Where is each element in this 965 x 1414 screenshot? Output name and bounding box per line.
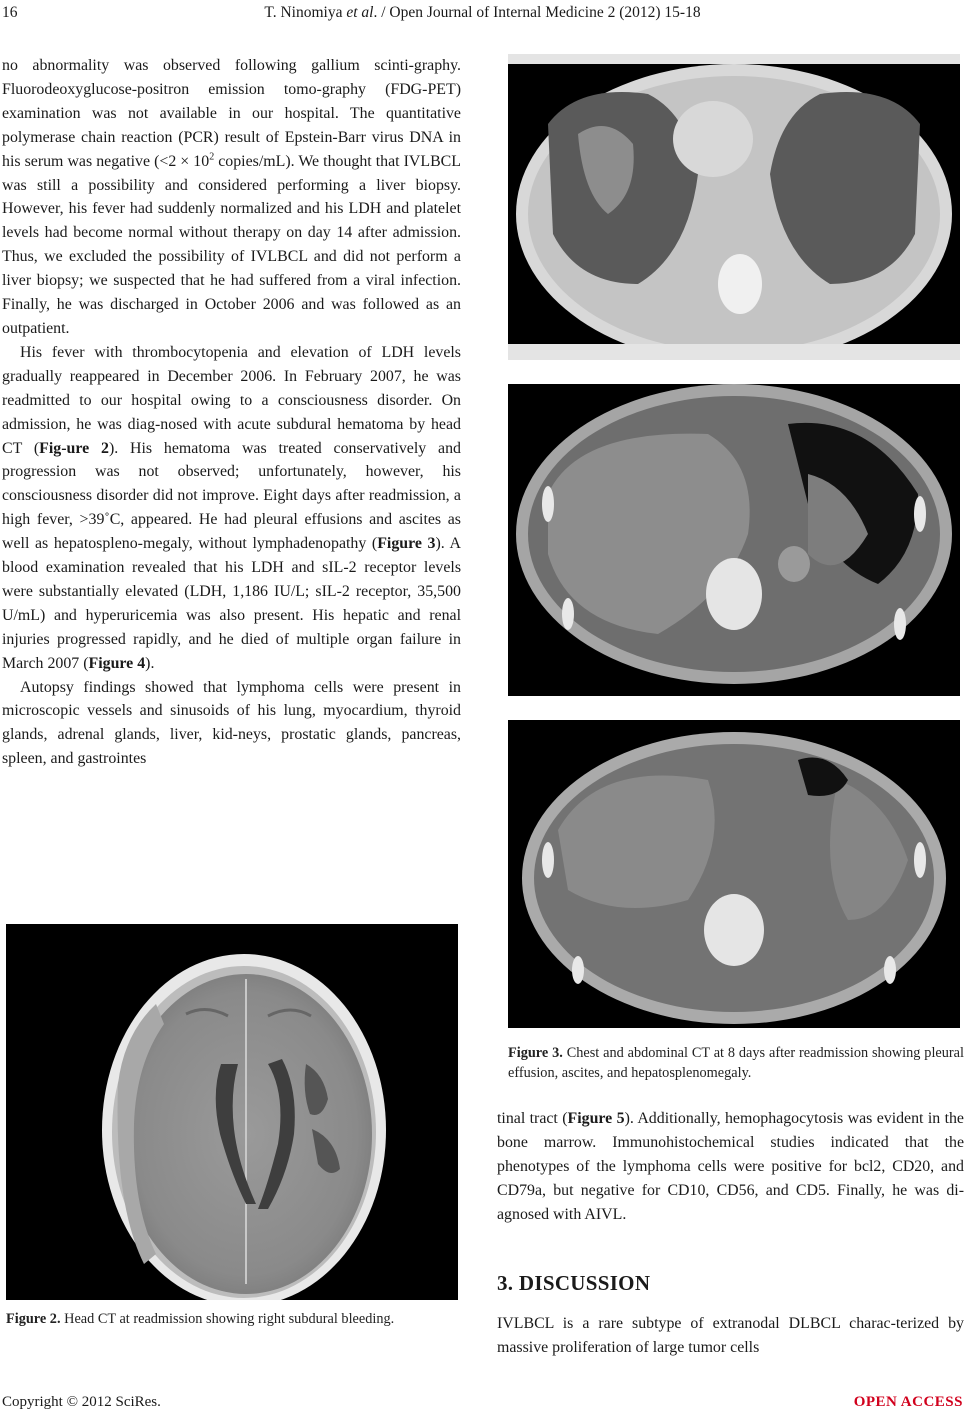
open-access-label: OPEN ACCESS <box>853 1394 963 1410</box>
figure-3-caption: Figure 3. Chest and abdominal CT at 8 days after readmission showing pleural effusion, ascites, and hepatosplenomegaly. <box>508 1045 964 1081</box>
figure-2-caption: Figure 2. Head CT at readmission showing right subdural bleeding. <box>6 1311 395 1327</box>
left-column <box>2 54 461 771</box>
figure-5-ref[interactable]: Figure 5 <box>567 1110 625 1127</box>
figure-4-ref[interactable]: Figure 4 <box>88 654 146 672</box>
paragraph-3: Autopsy findings showed that lymphoma cells were present in microscopic vessels and sinusoids of his lung, myocardium, thyroid glands, adrenal glands, liver, kid-neys, prostatic glands, pancreas, spleen, and gastrointes <box>2 678 461 768</box>
figure-3-lower-abdominal-ct-image <box>508 720 960 1028</box>
figure-3-ref[interactable]: Figure 3 <box>377 535 436 553</box>
figure-3-upper-abdominal-ct-image <box>508 384 960 696</box>
figure-3-chest-ct-image <box>508 54 960 360</box>
figure-2-head-ct-image <box>6 924 458 1300</box>
paragraph-4: tinal tract (Figure 5). Additionally, hemophagocytosis was evident in the bone marrow. Immunohistochemical studies indicated that the phenotypes of the lymphoma cells were positive for bcl2, CD20, and CD79a, but negative for CD10, CD56, and CD5. Finally, he was di-agnosed with AIVL. <box>497 1110 964 1223</box>
page-number: 16 <box>2 4 18 21</box>
section-heading-discussion: 3. DISCUSSION <box>497 1271 651 1295</box>
journal-citation: T. Ninomiya et al. / Open Journal of Internal Medicine 2 (2012) 15-18 <box>264 4 701 21</box>
paragraph-5: IVLBCL is a rare subtype of extranodal DLBCL charac-terized by massive proliferation of large tumor cells <box>497 1315 964 1356</box>
right-column-continuation <box>497 1107 964 1227</box>
figure-2-ref[interactable]: Fig-ure 2 <box>39 439 109 457</box>
running-header <box>2 4 963 26</box>
paragraph-1: no abnormality was observed following gallium scinti-graphy. Fluorodeoxyglucose-positron emission tomo-graphy (FDG-PET) examination was not available in our hospital. The quantitative polymerase chain reaction (PCR) result of Epstein-Barr virus DNA in his serum was negative ($<2 \times 10^2$ copies/mL). We thought that IVLBCL was still a possibility and considered performing a liver biopsy. However, his fever had suddenly normalized and his LDH and platelet levels had become normal without therapy on day 14 after admission. Thus, we excluded the possibility of IVLBCL and did not perform a liver biopsy; we suspected that he had suffered from a viral infection. Finally, he was discharged in October 2006 and was followed as an outpatient. <box>2 57 461 337</box>
right-column-discussion <box>497 1312 964 1360</box>
paragraph-2: His fever with thrombocytopenia and elevation of LDH levels gradually reappeared in December 2006. In February 2007, he was readmitted to our hospital owing to a consciousness disorder. On admission, he was diag-nosed with acute subdural hematoma by head CT (Fig-ure 2). His hematoma was treated conservatively and progression was not observed; unfortunately, however, his consciousness disorder did not improve. Eight days after readmission, a high fever, >39˚C, appeared. He had pleural effusions and ascites as well as hepatospleno-megaly, without lymphadenopathy (Figure 3). A blood examination revealed that his LDH and sIL-2 receptor levels were substantially elevated (LDH, 1,186 IU/L; sIL-2 receptor, 35,500 U/mL) and hyperuricemia was also present. His hepatic and renal injuries progressed rapidly, and he died of multiple organ failure in March 2007 (Figure 4). <box>2 343 461 672</box>
copyright: Copyright © 2012 SciRes. <box>2 1394 161 1410</box>
